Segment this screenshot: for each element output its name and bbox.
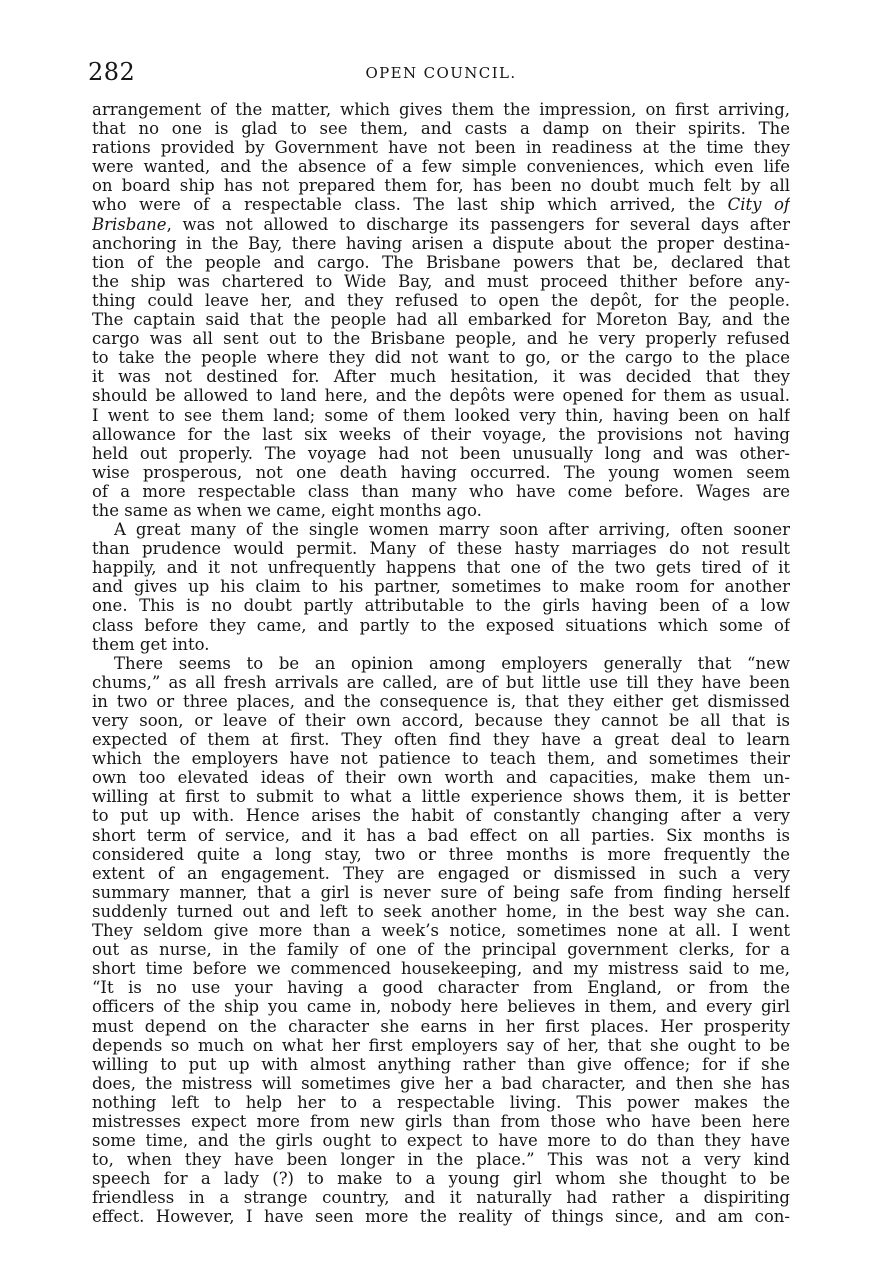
text-line [92, 883, 790, 902]
line-text: considered quite a long stay, two or three months is more frequently the [92, 844, 790, 864]
text-line [92, 195, 790, 214]
text-line [92, 482, 790, 501]
italic-text: City of [727, 195, 790, 215]
text-line [92, 921, 790, 940]
text-line [92, 1036, 790, 1055]
text-line [92, 940, 790, 959]
text-line [92, 234, 790, 253]
text-line [92, 329, 790, 348]
line-text: which the employers have not patience to teach them, and sometimes their [92, 749, 790, 769]
line-text: , was not allowed to discharge its passengers for several days after [166, 214, 790, 234]
text-line [92, 1188, 790, 1207]
line-text: thing could leave her, and they refused to open the depôt, for the people. [92, 290, 790, 310]
line-text: friendless in a strange country, and it naturally had rather a dispiriting [92, 1188, 790, 1208]
italic-text: Brisbane [92, 214, 167, 234]
text-line [92, 1017, 790, 1036]
text-line [92, 673, 790, 692]
text-line [92, 806, 790, 825]
line-text: them get into. [92, 634, 210, 654]
text-line [92, 959, 790, 978]
text-line [92, 520, 790, 539]
line-text: mistresses expect more from new girls than from those who have been here [92, 1111, 790, 1131]
line-text: short time before we commenced housekeeping, and my mistress said to me, [92, 959, 790, 979]
text-line [92, 310, 790, 329]
text-line [92, 711, 790, 730]
line-text: the same as when we came, eight months ago. [92, 500, 482, 520]
text-line [92, 616, 790, 635]
line-text: held out properly. The voyage had not been unusually long and was other- [92, 443, 790, 463]
line-text: tion of the people and cargo. The Brisbane powers that be, declared that [92, 252, 790, 272]
text-line [92, 272, 790, 291]
text-line [92, 997, 790, 1016]
text-line [92, 654, 790, 673]
text-line [92, 215, 790, 234]
line-text: that no one is glad to see them, and casts a damp on their spirits. The [92, 119, 790, 139]
line-text: A great many of the single women marry soon after arriving, often sooner [114, 520, 790, 540]
text-line [92, 119, 790, 138]
line-text: speech for a lady (?) to make to a young girl whom she thought to be [92, 1169, 790, 1189]
text-line [92, 100, 790, 119]
line-text: of a more respectable class than many who have come before. Wages are [92, 481, 790, 501]
line-text: allowance for the last six weeks of their voyage, the provisions not having [92, 424, 790, 444]
text-line [92, 291, 790, 310]
line-text: extent of an engagement. They are engaged or dismissed in such a very [92, 863, 790, 883]
text-line [92, 845, 790, 864]
page-number: 282 [88, 58, 136, 86]
text-line [92, 501, 790, 520]
text-line [92, 1112, 790, 1131]
text-line [92, 692, 790, 711]
line-text: The captain said that the people had all embarked for Moreton Bay, and the [92, 310, 790, 330]
line-text: depends so much on what her first employers say of her, that she ought to be [92, 1035, 790, 1055]
line-text: the ship was chartered to Wide Bay, and must proceed thither before any- [92, 271, 790, 291]
line-text: than prudence would permit. Many of these hasty marriages do not result [92, 539, 790, 559]
text-line [92, 1207, 790, 1226]
line-text: chums,” as all fresh arrivals are called, are of but little use till they have been [92, 672, 790, 692]
line-text: does, the mistress will sometimes give her a bad character, and then she has [92, 1073, 790, 1093]
line-text: effect. However, I have seen more the reality of things since, and am con- [92, 1207, 790, 1227]
line-text: it was not destined for. After much hesitation, it was decided that they [92, 367, 790, 387]
text-line [92, 539, 790, 558]
text-line [92, 348, 790, 367]
text-line [92, 768, 790, 787]
line-text: own too elevated ideas of their own worth and capacities, make them un- [92, 768, 790, 788]
text-line [92, 386, 790, 405]
line-text: willing to put up with almost anything rather than give offence; for if she [92, 1054, 790, 1074]
text-line [92, 902, 790, 921]
text-line [92, 864, 790, 883]
text-line [92, 1055, 790, 1074]
line-text: nothing left to help her to a respectable living. This power makes the [92, 1092, 790, 1112]
line-text: There seems to be an opinion among employers generally that “new [114, 653, 790, 673]
text-line [92, 463, 790, 482]
line-text: to take the people where they did not want to go, or the cargo to the place [92, 348, 790, 368]
text-line [92, 1093, 790, 1112]
text-line [92, 157, 790, 176]
line-text: summary manner, that a girl is never sure of being safe from finding herself [92, 882, 790, 902]
text-line [92, 367, 790, 386]
text-line [92, 596, 790, 615]
text-line [92, 1169, 790, 1188]
line-text: and gives up his claim to his partner, sometimes to make room for another [92, 577, 790, 597]
text-line [92, 787, 790, 806]
text-line [92, 730, 790, 749]
line-text: willing at first to submit to what a little experience shows them, it is better [92, 787, 790, 807]
text-line [92, 444, 790, 463]
line-text: who were of a respectable class. The last ship which arrived, the [92, 195, 728, 215]
line-text: They seldom give more than a week’s notice, sometimes none at all. I went [92, 921, 790, 941]
text-line [92, 176, 790, 195]
line-text: out as nurse, in the family of one of the principal government clerks, for a [92, 940, 790, 960]
line-text: in two or three places, and the consequence is, that they either get dismissed [92, 691, 790, 711]
line-text: to put up with. Hence arises the habit of constantly changing after a very [92, 806, 790, 826]
line-text: very soon, or leave of their own accord, because they cannot be all that is [92, 711, 790, 730]
text-line [92, 558, 790, 577]
text-line [92, 826, 790, 845]
text-line [92, 1074, 790, 1093]
line-text: class before they came, and partly to the exposed situations which some of [92, 615, 790, 635]
line-text: to, when they have been longer in the place.” This was not a very kind [92, 1150, 790, 1170]
line-text: short term of service, and it has a bad effect on all parties. Six months is [92, 825, 790, 845]
line-text: should be allowed to land here, and the depôts were opened for them as usual. [92, 386, 790, 406]
text-line [92, 577, 790, 596]
line-text: one. This is no doubt partly attributable to the girls having been of a low [92, 596, 790, 616]
line-text: happily, and it not unfrequently happens that one of the two gets tired of it [92, 558, 790, 578]
text-line [92, 749, 790, 768]
line-text: anchoring in the Bay, there having arisen a dispute about the proper destina- [92, 233, 790, 253]
line-text: officers of the ship you came in, nobody here believes in them, and every girl [92, 997, 790, 1017]
running-title: OPEN COUNCIL. [365, 64, 517, 82]
text-line [92, 138, 790, 157]
line-text: on board ship has not prepared them for, has been no doubt much felt by all [92, 176, 790, 196]
line-text: wise prosperous, not one death having occurred. The young women seem [92, 462, 790, 482]
line-text: rations provided by Government have not been in readiness at the time they [92, 138, 790, 158]
body-text [92, 100, 790, 1227]
text-line [92, 253, 790, 272]
line-text: must depend on the character she earns in her first places. Her prosperity [92, 1016, 790, 1036]
line-text: arrangement of the matter, which gives them the impression, on first arriving, [92, 100, 790, 119]
text-line [92, 406, 790, 425]
line-text: suddenly turned out and left to seek another home, in the best way she can. [92, 901, 790, 921]
line-text: I went to see them land; some of them looked very thin, having been on half [92, 405, 790, 425]
line-text: cargo was all sent out to the Brisbane people, and he very properly refused [92, 329, 790, 349]
line-text: some time, and the girls ought to expect to have more to do than they have [92, 1131, 790, 1151]
text-line [92, 635, 790, 654]
line-text: expected of them at first. They often find they have a great deal to learn [92, 730, 790, 750]
text-line [92, 1131, 790, 1150]
line-text: were wanted, and the absence of a few simple conveniences, which even life [92, 157, 790, 177]
line-text: “It is no use your having a good character from England, or from the [92, 978, 790, 998]
text-line [92, 1150, 790, 1169]
text-line [92, 425, 790, 444]
text-line [92, 978, 790, 997]
